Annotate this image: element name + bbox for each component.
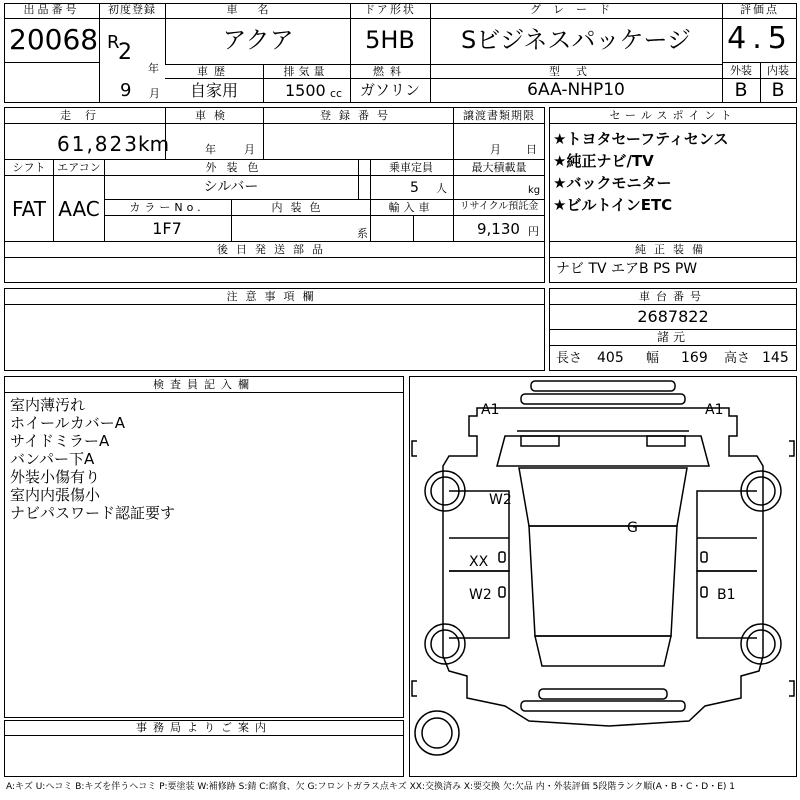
exterior-color: シルバー	[203, 179, 259, 195]
inspection-month-unit: 月	[244, 143, 255, 156]
note-item: ナビパスワード認証要す	[10, 504, 176, 522]
color-label: 外装色	[205, 161, 269, 174]
shift-value: FAT	[11, 197, 47, 221]
mark-left-rear: W2	[469, 587, 492, 603]
transfer-day: 日	[526, 143, 537, 156]
interior-label: 内装	[767, 64, 789, 77]
era-mark: R	[107, 32, 120, 53]
displacement: 1500	[285, 81, 326, 100]
capacity-value: 5	[410, 180, 419, 196]
overall-score: 4.5	[727, 21, 793, 56]
sales-point: ★ビルトインETC	[553, 196, 673, 214]
recycle-value: 9,130	[477, 220, 520, 238]
import-label: 輸入車	[388, 201, 434, 214]
int-color-unit: 系	[357, 227, 368, 240]
dims-label: 諸元	[656, 330, 690, 344]
caution-label: 注意事項欄	[226, 290, 322, 303]
mark-front-left: A1	[481, 402, 500, 418]
reg-year-unit: 年	[148, 62, 159, 75]
mark-right-rear: B1	[717, 587, 736, 603]
exterior-grade: B	[734, 79, 748, 101]
reg-month: 9	[120, 80, 132, 101]
door-label: ドア形状	[350, 3, 430, 19]
model-label: 車名	[165, 3, 350, 19]
reg-month-unit: 月	[149, 87, 160, 100]
recycle-unit: 円	[528, 225, 539, 238]
lot-label: 出品番号	[4, 3, 99, 19]
height-value: 145	[762, 350, 789, 366]
color-number: 1F7	[152, 219, 182, 238]
inspector-notes	[10, 396, 400, 522]
car-diagram	[409, 376, 797, 777]
legend-footer: A:キズ U:ヘコミ B:キズを伴うヘコミ P:要塗装 W:補修跡 S:錆 C:腐食、欠 G:フロントガラス点キズ XX:交換済み X:要交換 欠:欠品 内・外装評価 5段階ランク順(A・B・C・D・E) 1	[6, 782, 736, 792]
mark-left-front-door: W2	[489, 492, 512, 508]
transfer-label: 譲渡書類期限	[463, 109, 535, 122]
max-load-unit: kg	[528, 185, 541, 196]
later-parts-label: 後日発送部品	[217, 243, 331, 256]
inspection-year-unit: 年	[205, 143, 216, 156]
transfer-month: 月	[490, 143, 501, 156]
mark-front-right: A1	[705, 402, 724, 418]
door-type: 5HB	[365, 26, 415, 54]
grade-name: Sビジネスパッケージ	[460, 26, 692, 54]
mileage-label: 走行	[60, 109, 110, 122]
ac-label: エアコン	[57, 161, 101, 174]
ac-value: AAC	[58, 197, 100, 221]
note-item: サイドミラーA	[10, 432, 110, 450]
score-label: 評価点	[722, 3, 797, 19]
displacement-label: 排気量	[283, 65, 329, 78]
note-item: バンパー下A	[10, 450, 95, 468]
note-item: 外装小傷有り	[10, 468, 101, 486]
note-item: 室内内張傷小	[10, 486, 101, 504]
max-load-label: 最大積載量	[471, 161, 527, 174]
history-label: 車歴	[197, 65, 231, 78]
sales-point: ★トヨタセーフティセンス	[553, 130, 729, 148]
height-label: 高さ	[724, 351, 751, 366]
office-label: 事務局よりご案内	[136, 721, 272, 734]
equipment-label: 純正装備	[635, 243, 711, 256]
note-item: ホイールカバーA	[10, 414, 125, 432]
int-color-label: 内装色	[271, 201, 329, 214]
capacity-unit: 人	[436, 182, 447, 195]
model-type: 6AA-NHP10	[527, 80, 625, 100]
model-name: アクア	[222, 26, 294, 54]
inspector-label: 検査員記入欄	[153, 378, 255, 391]
type-label: 型式	[549, 65, 603, 78]
inspection-label: 車検	[195, 109, 233, 122]
capacity-label: 乗車定員	[389, 161, 433, 174]
chassis-label: 車台番号	[639, 290, 707, 303]
sales-point: ★純正ナビ/TV	[553, 152, 654, 170]
fuel-type: ガソリン	[359, 81, 421, 99]
first-reg-label: 初度登録	[99, 3, 165, 19]
recycle-label: リサイクル預託金	[459, 201, 539, 212]
fuel-label: 燃料	[373, 65, 407, 78]
shift-label: シフト	[12, 161, 46, 174]
grade-label: グレード	[430, 3, 722, 19]
car-history: 自家用	[189, 81, 239, 100]
exterior-label: 外装	[730, 64, 752, 77]
width-label: 幅	[646, 351, 660, 366]
sales-points	[553, 128, 793, 216]
sales-point: ★バックモニター	[553, 174, 672, 192]
length-value: 405	[597, 350, 624, 366]
note-item: 室内薄汚れ	[10, 396, 86, 414]
chassis-number: 2687822	[637, 307, 709, 326]
interior-grade: B	[771, 79, 785, 101]
length-label: 長さ	[556, 351, 583, 366]
displacement-unit: cc	[330, 87, 343, 100]
color-no-label: カラーNo.	[129, 201, 205, 214]
sales-label: セールスポイント	[609, 109, 737, 122]
mark-left-door: XX	[469, 554, 489, 570]
equipment-value: ナビ TV エアB PS PW	[556, 261, 698, 277]
mileage-value: 61,823	[57, 132, 139, 156]
reg-year: 2	[118, 40, 132, 65]
width-value: 169	[681, 350, 708, 366]
mark-roof: G	[627, 520, 638, 536]
plate-label: 登録番号	[320, 109, 396, 122]
lot-number: 20068	[9, 23, 99, 56]
mileage-unit: km	[138, 132, 170, 156]
